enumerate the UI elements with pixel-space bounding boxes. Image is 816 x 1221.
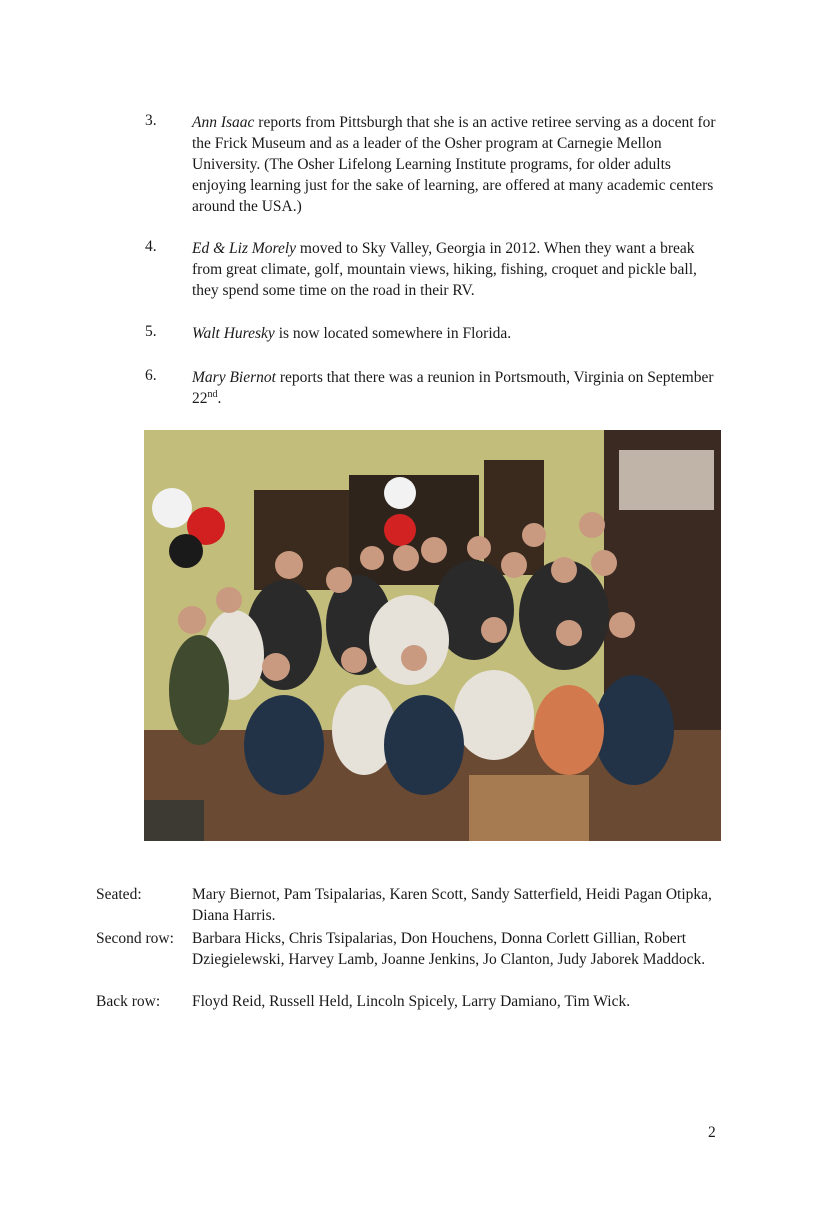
person-name: Walt Huresky — [192, 325, 275, 342]
caption-label: Back row: — [96, 993, 161, 1010]
caption-names: Mary Biernot, Pam Tsipalarias, Karen Scott, Sandy Satterfield, Heidi Pagan Otipka, Diana Harris. — [192, 886, 712, 924]
caption-names: Barbara Hicks, Chris Tsipalarias, Don Houchens, Donna Corlett Gillian, Robert Dziegielewski, Harvey Lamb, Joanne Jenkins, Jo Clanton, Judy Jaborek Maddock. — [192, 930, 706, 968]
group-photo — [144, 430, 721, 841]
caption-label: Seated: — [96, 886, 142, 903]
item-number: 4. — [145, 238, 157, 255]
item-number: 5. — [145, 323, 157, 340]
caption-names: Floyd Reid, Russell Held, Lincoln Spicely, Larry Damiano, Tim Wick. — [192, 993, 631, 1010]
person-name: Mary Biernot — [192, 369, 276, 386]
page-number: 2 — [708, 1124, 716, 1141]
item-text: Ed & Liz Morely moved to Sky Valley, Georgia in 2012. When they want a break from great climate, golf, mountain views, hiking, fishing, croquet and pickle ball, they spend some time on the road in their RV. — [192, 240, 697, 299]
item-text: Mary Biernot reports that there was a reunion in Portsmouth, Virginia on September 22nd. — [192, 369, 714, 407]
item-text: Ann Isaac reports from Pittsburgh that she is an active retiree serving as a docent for the Frick Museum and as a leader of the Osher program at Carnegie Mellon University. (The Osher Lifelong Learning Institute programs, for older adults enjoying learning just for the sake of learning, are offered at many academic centers around the USA.) — [192, 114, 716, 215]
caption-label: Second row: — [96, 930, 174, 947]
item-number: 6. — [145, 367, 157, 384]
person-name: Ann Isaac — [192, 114, 255, 131]
item-number: 3. — [145, 112, 157, 129]
person-name: Ed & Liz Morely — [192, 240, 297, 257]
item-text: Walt Huresky is now located somewhere in Florida. — [192, 325, 512, 342]
